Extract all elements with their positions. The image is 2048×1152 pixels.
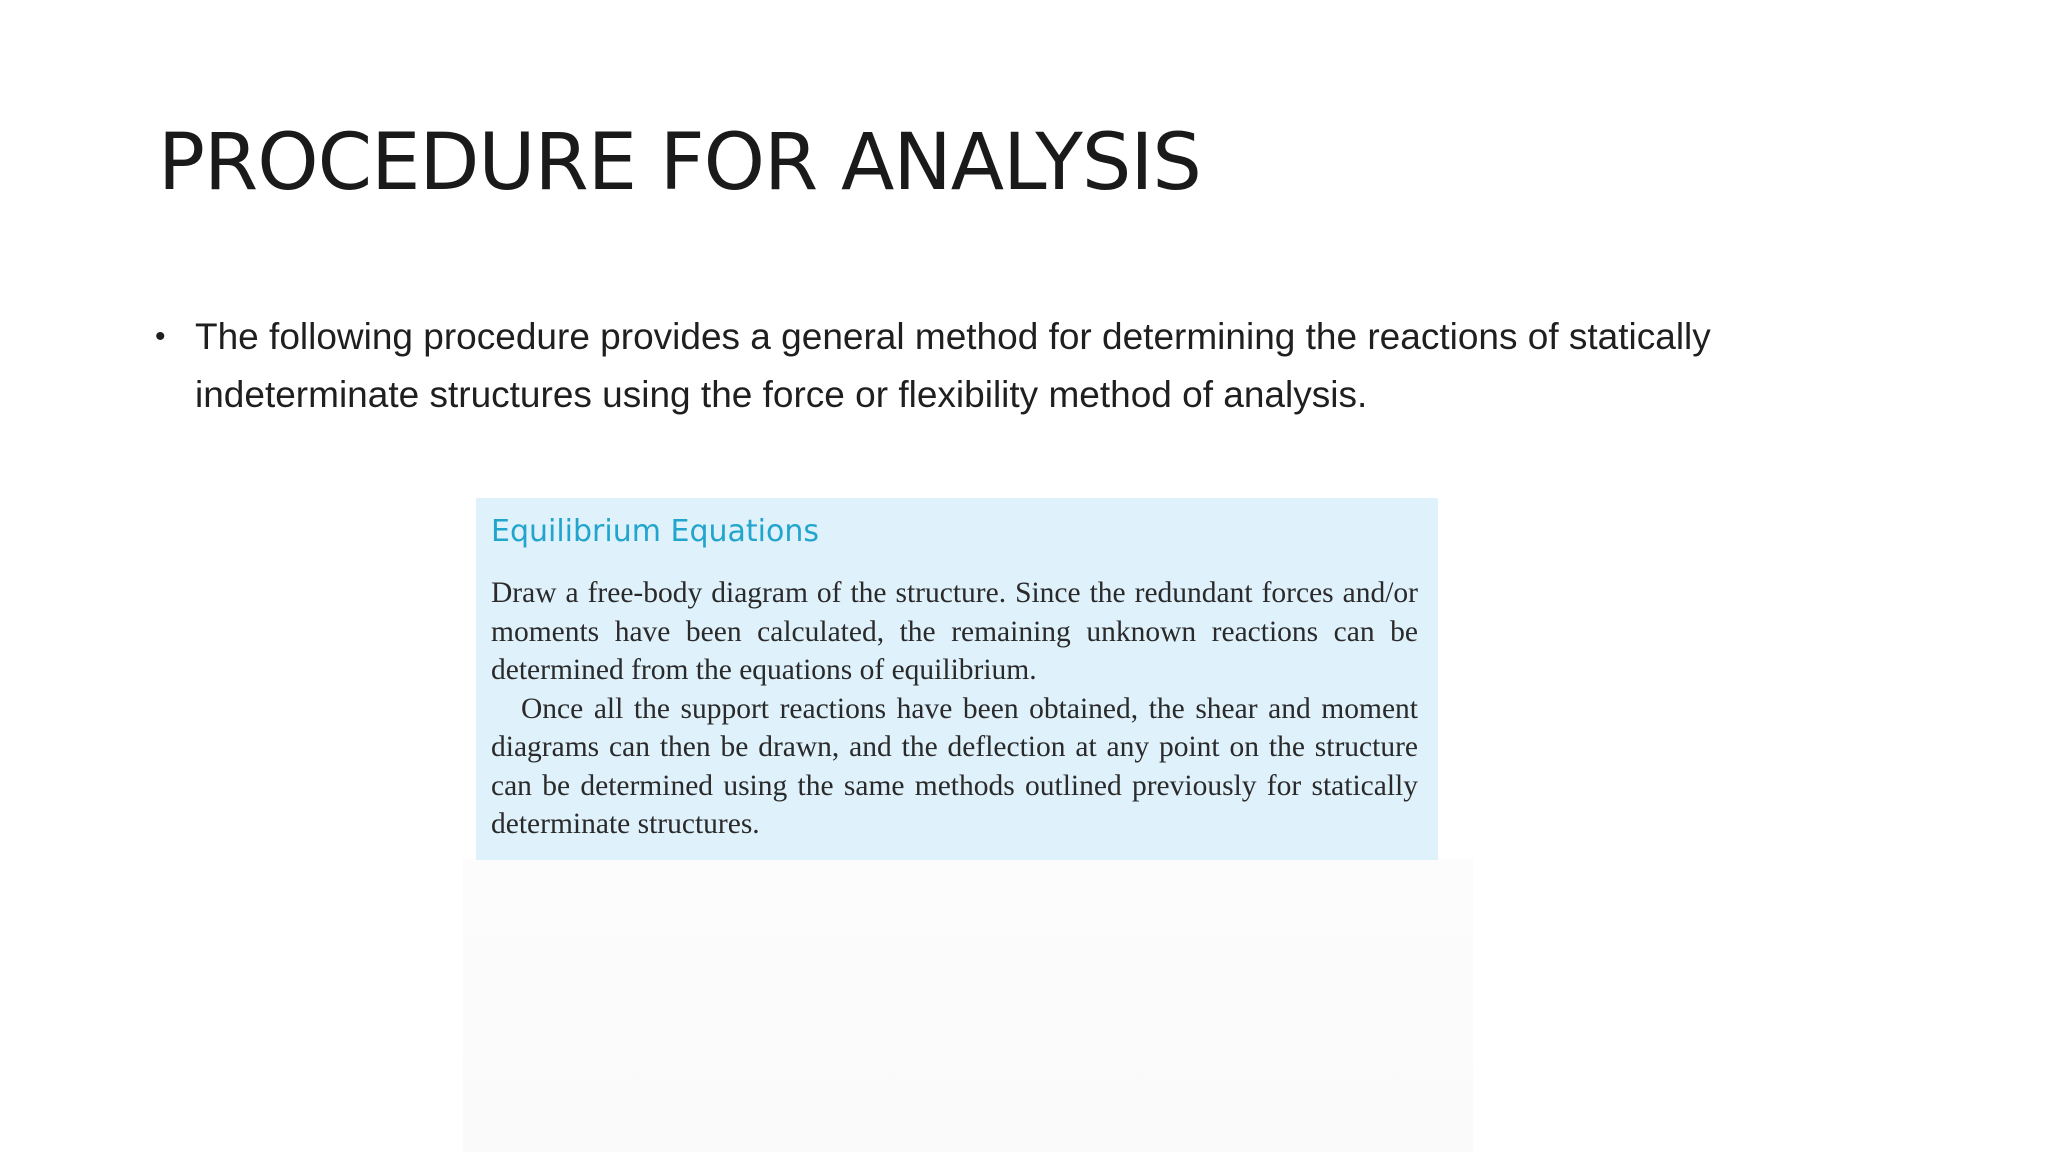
bullet-item (152, 308, 1872, 424)
figure-paragraph-1: Draw a free-body diagram of the structure. Since the redundant forces and/or moments have been calculated, the remaining unknown reactions can be determined from the equations of equilibrium. (491, 577, 1418, 686)
equilibrium-equations-figure (476, 498, 1438, 860)
figure-paragraph-2: Once all the support reactions have been obtained, the shear and moment diagrams can then be drawn, and the deflection at any point on the structure can be determined using the same methods outlined previously for statically determinate structures. (491, 692, 1418, 840)
bullet-text: The following procedure provides a general method for determining the reactions of statically indeterminate structures using the force or flexibility method of analysis. (195, 316, 1711, 415)
bullet-marker: • (155, 320, 166, 353)
figure-heading: Equilibrium Equations (491, 514, 819, 549)
image-shadow-area (463, 858, 1473, 1152)
bullet-list (152, 308, 1872, 424)
slide-title: PROCEDURE FOR ANALYSIS (158, 118, 1201, 208)
